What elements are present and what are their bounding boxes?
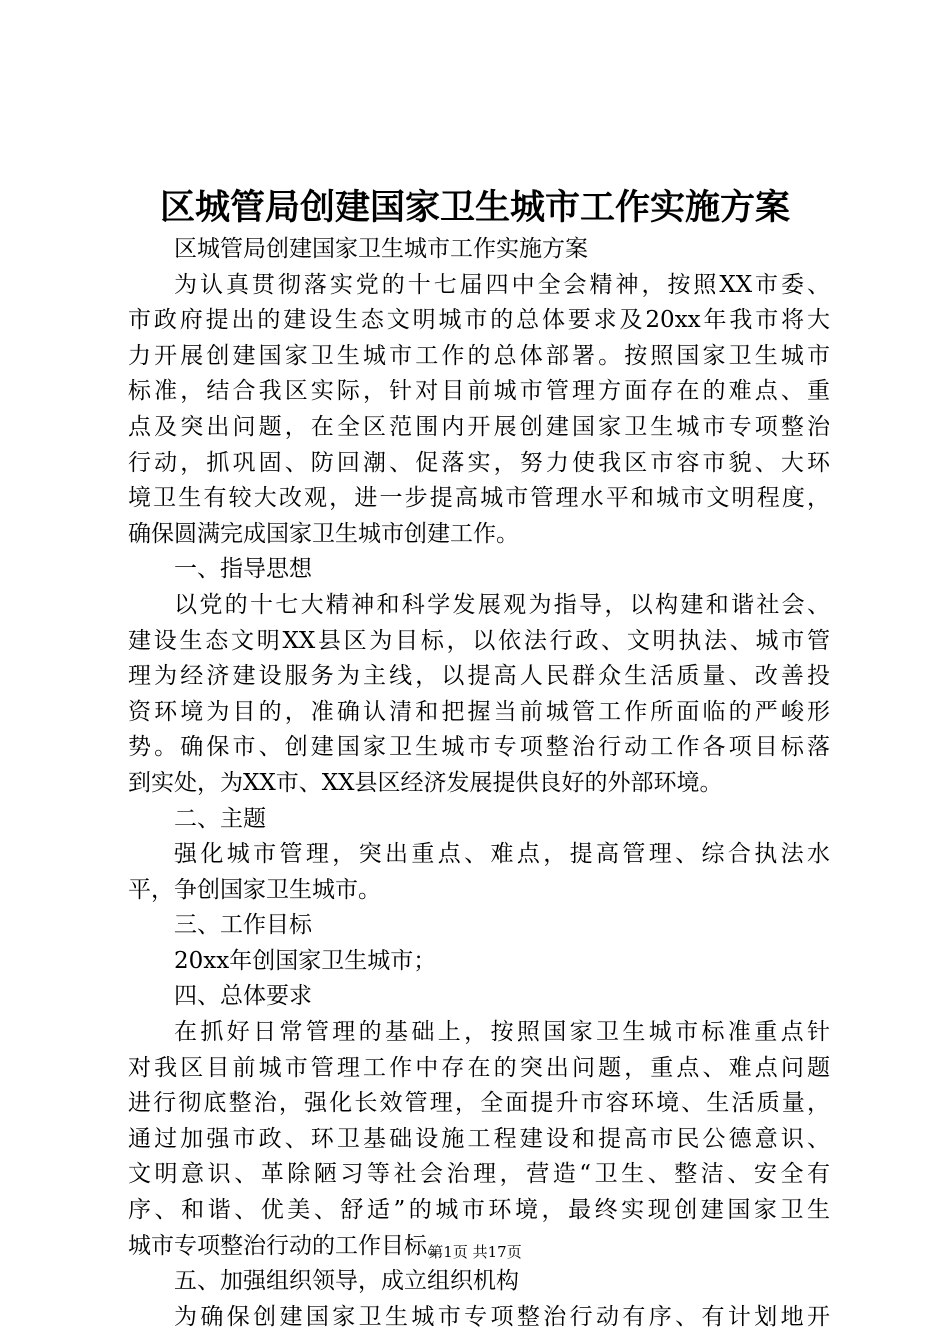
text-line: 为认真贯彻落实党的十七届四中全会精神，按照XX市委、 (174, 271, 830, 298)
text-line: 市政府提出的建设生态文明城市的总体要求及20xx年我市将大 (128, 307, 830, 334)
text-line: 20xx年创国家卫生城市； (174, 947, 437, 974)
text-line: 为确保创建国家卫生城市专项整治行动有序、有计划地开 (174, 1303, 830, 1330)
text-line: 点及突出问题，在全区范围内开展创建国家卫生城市专项整治 (128, 413, 830, 440)
text-line: 力开展创建国家卫生城市工作的总体部署。按照国家卫生城市 (128, 342, 830, 369)
text-line: 序、和谐、优美、舒适”的城市环境，最终实现创建国家卫生 (128, 1197, 830, 1224)
text-line: 五、加强组织领导，成立组织机构 (174, 1268, 519, 1295)
text-line: 在抓好日常管理的基础上，按照国家卫生城市标准重点针 (174, 1019, 830, 1046)
text-line: 资环境为目的，准确认清和把握当前城管工作所面临的严峻形 (128, 698, 830, 725)
text-line: 城市专项整治行动的工作目标。 (128, 1232, 450, 1259)
text-line: 以党的十七大精神和科学发展观为指导，以构建和谐社会、 (174, 591, 830, 618)
text-line: 到实处，为XX市、XX县区经济发展提供良好的外部环境。 (128, 769, 723, 796)
text-line: 势。确保市、创建国家卫生城市专项整治行动工作各项目标落 (128, 734, 830, 761)
document-title: 区城管局创建国家卫生城市工作实施方案 (159, 187, 790, 228)
text-line: 通过加强市政、环卫基础设施工程建设和提高市民公德意识、 (128, 1125, 830, 1152)
text-line: 一、指导思想 (174, 556, 312, 583)
page-footer: 第1页 共17页 (428, 1243, 522, 1261)
text-line: 平，争创国家卫生城市。 (128, 876, 381, 903)
text-line: 文明意识、革除陋习等社会治理，营造“卫生、整洁、安全有 (128, 1161, 830, 1188)
text-line: 标准，结合我区实际，针对目前城市管理方面存在的难点、重 (128, 378, 830, 405)
text-line: 确保圆满完成国家卫生城市创建工作。 (128, 520, 519, 547)
document-body (128, 232, 830, 1335)
text-line: 三、工作目标 (174, 912, 312, 939)
text-line: 理为经济建设服务为主线，以提高人民群众生活质量、改善投 (128, 663, 830, 690)
text-line: 区城管局创建国家卫生城市工作实施方案 (174, 236, 588, 262)
text-line: 二、主题 (174, 805, 266, 832)
text-line: 建设生态文明XX县区为目标，以依法行政、文明执法、城市管 (128, 627, 830, 654)
text-line: 强化城市管理，突出重点、难点，提高管理、综合执法水 (174, 841, 830, 868)
text-line: 对我区目前城市管理工作中存在的突出问题，重点、难点问题 (128, 1054, 830, 1081)
text-line: 境卫生有较大改观，进一步提高城市管理水平和城市文明程度， (128, 485, 830, 512)
text-line: 进行彻底整治，强化长效管理，全面提升市容环境、生活质量， (128, 1090, 830, 1117)
text-line: 四、总体要求 (174, 983, 312, 1010)
text-line: 行动，抓巩固、防回潮、促落实，努力使我区市容市貌、大环 (128, 449, 830, 476)
